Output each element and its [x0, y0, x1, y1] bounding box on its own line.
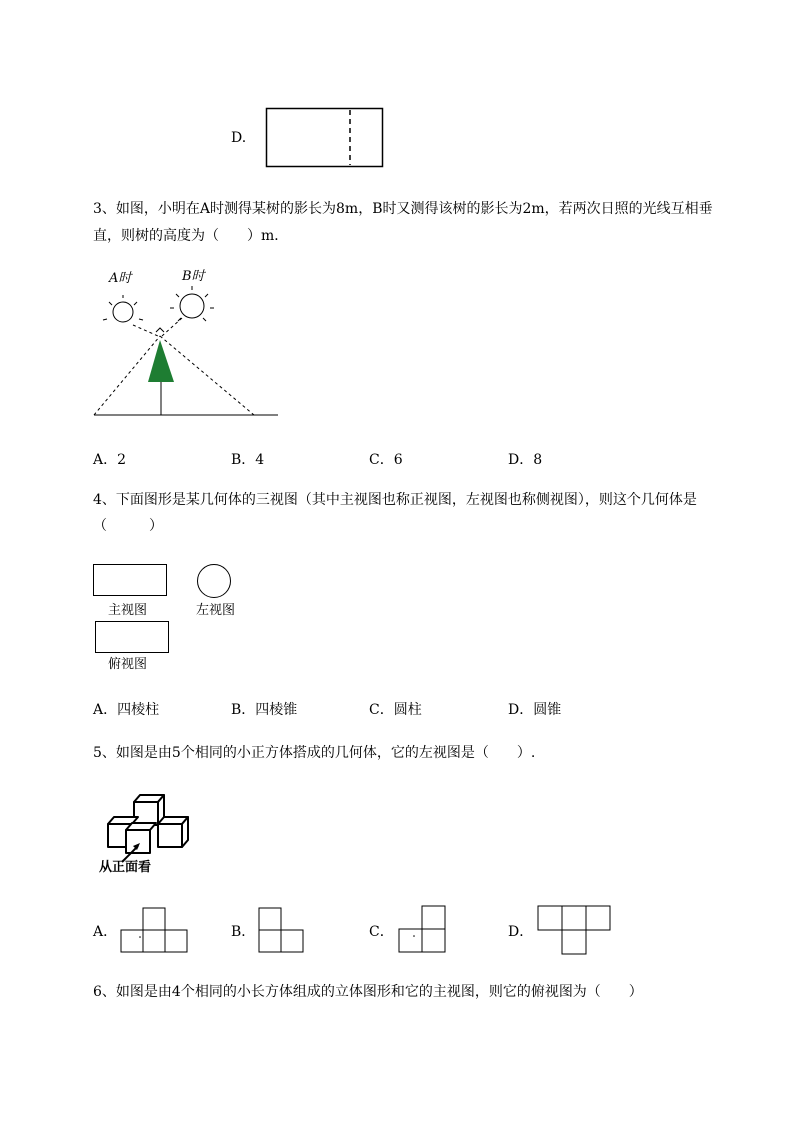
q4-question-line1: 4、下面图形是某几何体的三视图（其中主视图也称正视图，左视图也称侧视图），则这个几何体是: [93, 492, 697, 508]
q3-option-d: D．8: [508, 452, 543, 468]
q4-option-c: C．圆柱: [369, 702, 422, 718]
q5-option-b-label: B．: [231, 924, 256, 940]
front-view-figure: [93, 564, 168, 597]
q6-question-line1: 6、如图是由4个相同的小长方体组成的立体图形和它的主视图，则它的俯视图为（ ）: [93, 984, 643, 1000]
left-view-figure: [196, 564, 232, 600]
q5-option-a-figure: [120, 907, 192, 955]
q4-option-b: B．四棱锥: [231, 702, 298, 718]
q3-question-line1: 3、如图，小明在A时测得某树的影长为8m，B时又测得该树的影长为2m，若两次日照的光线互相垂: [93, 201, 713, 217]
front-view-label: 主视图: [108, 602, 148, 617]
q5-cubes-figure: [100, 790, 200, 860]
left-view-label: 左视图: [196, 602, 236, 617]
q3-option-b: B．4: [231, 452, 265, 468]
q2-option-d-label: D.: [231, 130, 247, 146]
q5-option-d-figure: [537, 905, 613, 955]
q5-option-a-label: A．: [93, 924, 118, 940]
top-view-label: 俯视图: [108, 656, 148, 671]
q4-question-line2: （ ）: [93, 518, 163, 534]
tree-icon: [148, 340, 174, 382]
q5-question-line1: 5、如图是由5个相同的小正方体搭成的几何体，它的左视图是（ ）.: [93, 745, 536, 761]
q5-option-b-figure: [258, 907, 308, 955]
q5-option-c-label: C．: [369, 924, 394, 940]
q5-option-c-figure: [397, 905, 449, 955]
q5-figure-caption: 从正面看: [99, 859, 152, 874]
sun-b-icon: [170, 286, 214, 321]
q5-option-d-label: D．: [508, 924, 534, 940]
sun-a-label: A时: [109, 271, 132, 286]
sun-a-icon: [103, 295, 143, 322]
sun-b-label: B时: [182, 269, 205, 284]
q3-option-a: A．2: [93, 452, 127, 468]
top-view-figure: [95, 621, 170, 654]
q4-option-d: D．圆锥: [508, 702, 562, 718]
q2-option-d-figure: [266, 108, 384, 168]
q3-option-c: C．6: [369, 452, 403, 468]
q4-option-a: A．四棱柱: [93, 702, 160, 718]
q3-shadow-figure: [92, 268, 282, 418]
q3-question-line2: 直，则树的高度为（ ）m．: [93, 228, 289, 244]
